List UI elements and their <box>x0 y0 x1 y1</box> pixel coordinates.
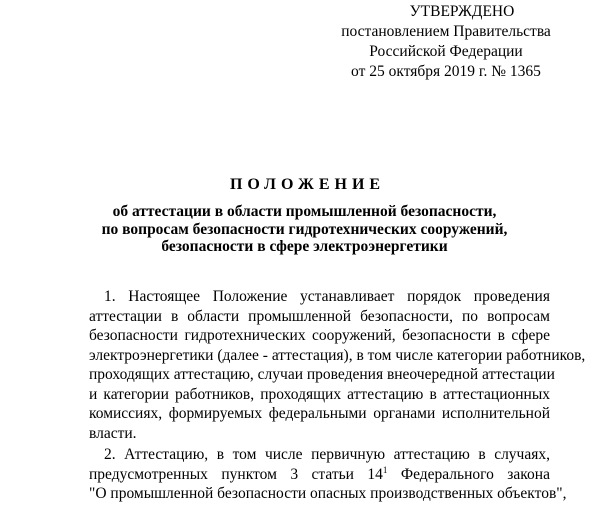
paragraph-2-line-2-tail: Федерального закона <box>387 465 550 483</box>
footnote-superscript: 1 <box>382 464 388 475</box>
subtitle-line-3: безопасности в сфере электроэнергетики <box>161 238 448 255</box>
paragraph-1 <box>89 287 586 443</box>
approval-stamp <box>300 2 592 82</box>
paragraph-2-line <box>89 465 550 485</box>
paragraph-1-line: комиссиях, формируемых федеральными органами исполнительной <box>89 405 550 422</box>
paragraph-2 <box>89 445 567 504</box>
approved-by-line: постановлением Правительства <box>341 23 551 40</box>
paragraph-1-line: безопасности гидротехнических сооружений, безопасности в сфере <box>89 327 550 344</box>
paragraph-1-line: электроэнергетики (далее - аттестация), в том числе категории работников, <box>89 346 586 364</box>
subtitle-line-2: по вопросам безопасности гидротехнических сооружений, <box>101 220 508 238</box>
document-heading <box>0 175 609 256</box>
approval-date-line: от 25 октября 2019 г. № 1365 <box>351 63 541 80</box>
paragraph-1-line: аттестации в области промышленной безопасности, по вопросам <box>89 307 550 325</box>
paragraph-2-line: 2. Аттестацию, в том числе первичную аттестацию в случаях, <box>104 446 550 463</box>
approved-authority-line: Российской Федерации <box>369 43 523 60</box>
document-body <box>89 287 586 506</box>
paragraph-2-line-2-text: предусмотренных пунктом 3 статьи 14 <box>89 465 383 483</box>
paragraph-1-line: власти. <box>89 424 137 442</box>
paragraph-1-line: и категории работников, проходящих аттестацию в аттестационных <box>89 385 550 403</box>
approved-label: УТВЕРЖДЕНО <box>409 3 515 20</box>
paragraph-1-line: проходящих аттестацию, случаи проведения внеочередной аттестации <box>89 366 555 383</box>
paragraph-2-line: "О промышленной безопасности опасных производственных объектов", <box>89 485 567 502</box>
document-subtitle <box>0 203 609 256</box>
paragraph-1-line: 1. Настоящее Положение устанавливает порядок проведения <box>104 288 550 305</box>
document-title: ПОЛОЖЕНИЕ <box>229 176 386 193</box>
subtitle-line-1: об аттестации в области промышленной безопасности, <box>112 203 497 220</box>
